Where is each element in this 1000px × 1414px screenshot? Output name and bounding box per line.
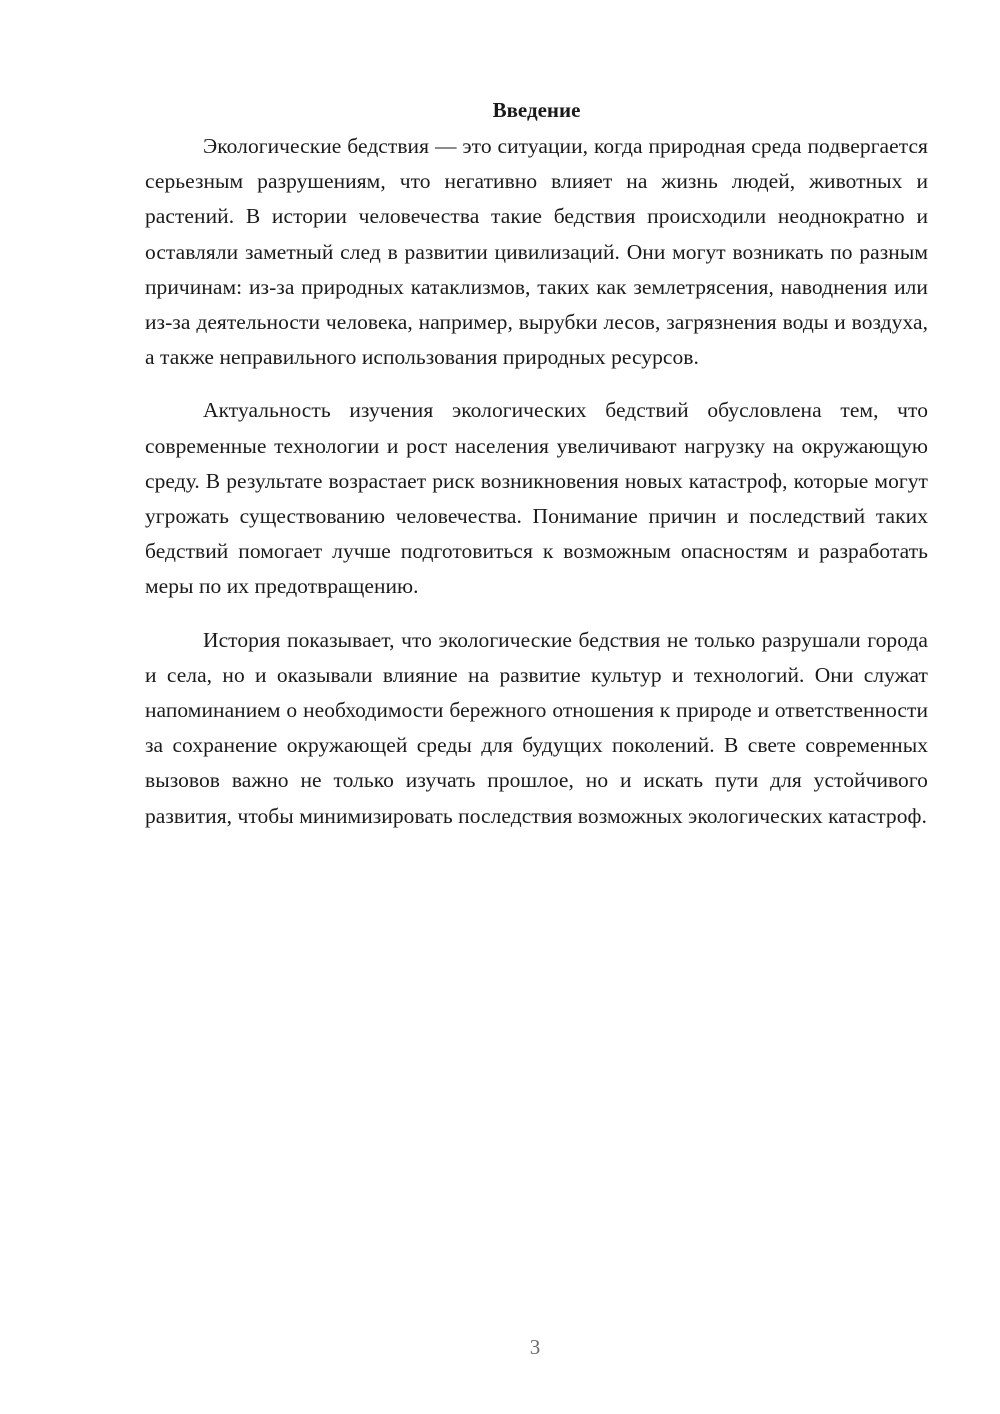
page-number: 3 [529,1335,541,1359]
paragraph-2: Актуальность изучения экологических бедствий обусловлена тем, что современные технологии и рост населения увеличивают нагрузку на окружающую среду. В результате возрастает риск возникновения новых катастроф, которые могут угрожать существованию человечества. Понимание причин и последствий таких бедствий помогает лучше подготовиться к возможным опасностям и разработать меры по их предотвращению. [145,398,928,599]
paragraph-3: История показывает, что экологические бедствия не только разрушали города и села, но и оказывали влияние на развитие культур и технологий. Они служат напоминанием о необходимости бережного отношения к природе и ответственности за сохранение окружающей среды для будущих поколений. В свете современных вызовов важно не только изучать прошлое, но и искать пути для устойчивого развития, чтобы минимизировать последствия возможных экологических катастроф. [145,627,928,828]
paragraph-1: Экологические бедствия — это ситуации, когда природная среда подвергается серьезным разрушениям, что негативно влияет на жизнь людей, животных и растений. В истории человечества такие бедствия происходили неоднократно и оставляли заметный след в развитии цивилизаций. Они могут возникать по разным причинам: из-за природных катаклизмов, таких как землетрясения, наводнения или из-за деятельности человека, например, вырубки лесов, загрязнения воды и воздуха, а также неправильного использования природных ресурсов. [145,134,928,370]
page-body [145,95,928,852]
section-heading: Введение [492,98,581,122]
